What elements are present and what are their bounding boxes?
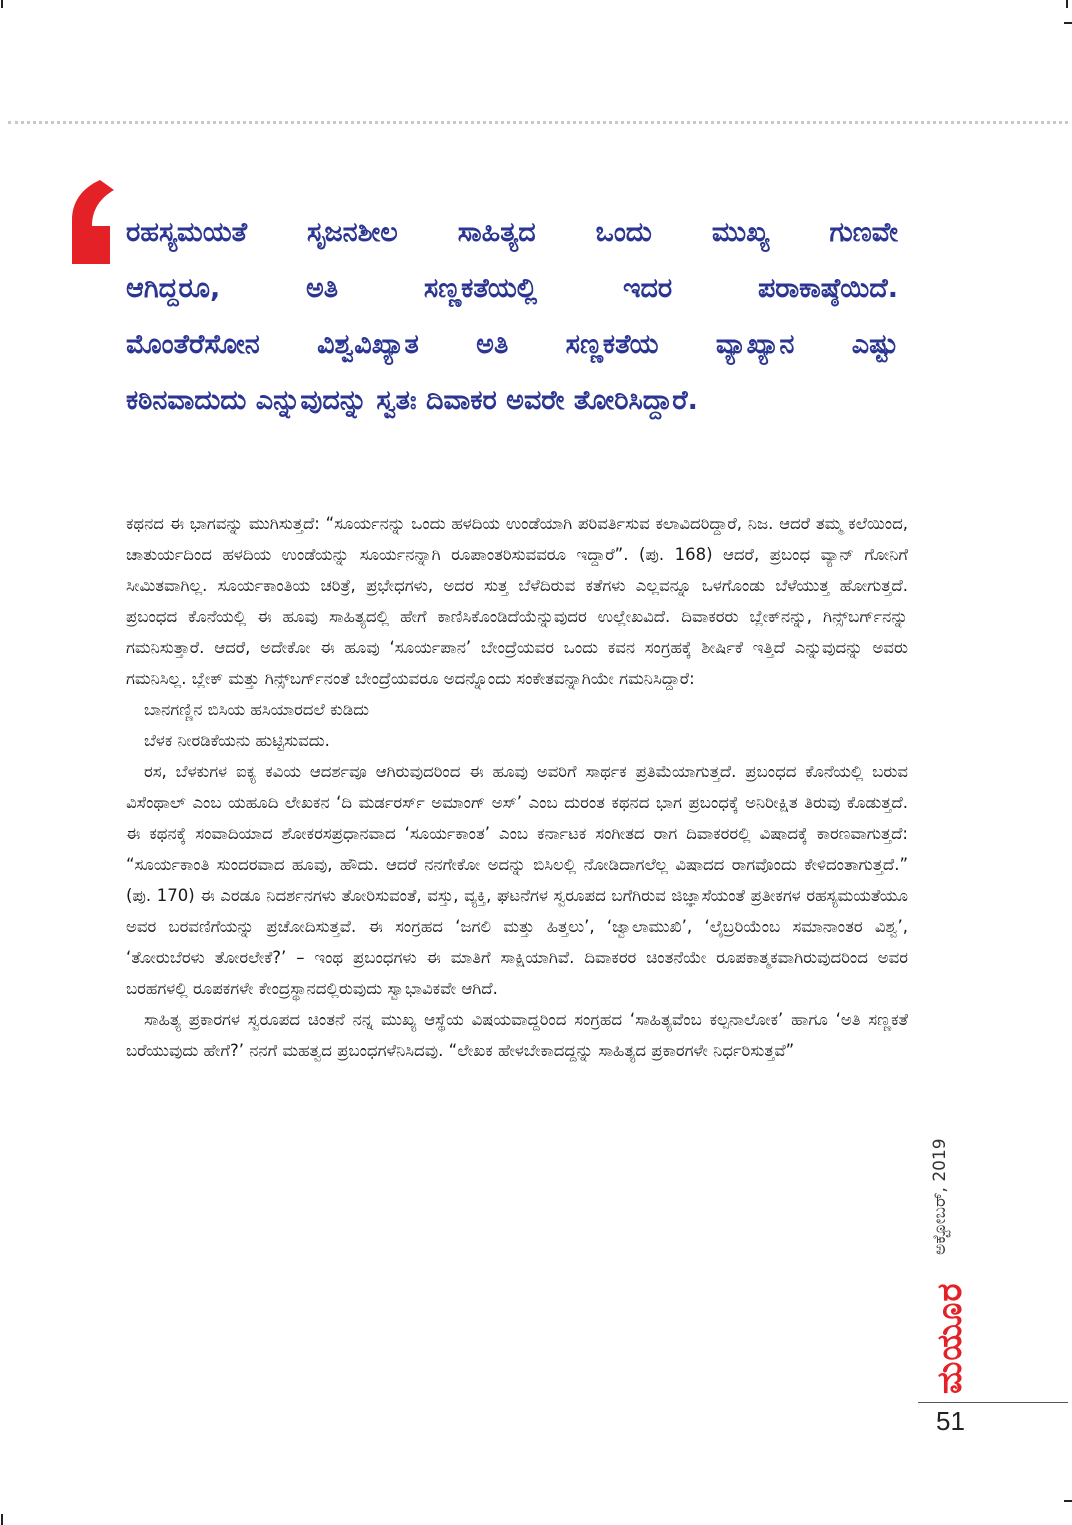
crop-mark-right-upper <box>1064 22 1072 24</box>
crop-mark-right-lower <box>1064 1500 1072 1502</box>
pull-quote-line: ಮೊಂತೆರೆಸೋನ ವಿಶ್ವವಿಖ್ಯಾತ ಅತಿ ಸಣ್ಣಕತೆಯ ವ್ಯಾಖ್ಯಾನ ಎಷ್ಟು <box>126 329 898 360</box>
pull-quote-line: ಆಗಿದ್ದರೂ, ಅತಿ ಸಣ್ಣಕತೆಯಲ್ಲಿ ಇದರ ಪರಾಕಾಷ್ಠೆಯಿದೆ. <box>126 273 898 304</box>
article-body <box>126 508 908 1066</box>
crop-mark-top-left <box>1 0 3 8</box>
verse-line: ಬೆಳಕ ನೀರಡಿಕೆಯನು ಹುಟ್ಟಿಸುವದು. <box>144 731 330 750</box>
pull-quote-line: ರಹಸ್ಯಮಯತೆ ಸೃಜನಶೀಲ ಸಾಹಿತ್ಯದ ಒಂದು ಮುಖ್ಯ ಗುಣವೇ <box>126 217 898 248</box>
page-number-rule <box>918 1402 1068 1403</box>
header-dotted-rule <box>8 121 1068 124</box>
page-number: 51 <box>936 1406 965 1436</box>
magazine-logo: ಮಯೂರ <box>930 1282 970 1394</box>
crop-mark-bottom-left <box>1 1514 3 1525</box>
quote-mark-icon <box>62 180 120 264</box>
paragraph: ಸಾಹಿತ್ಯ ಪ್ರಕಾರಗಳ ಸ್ವರೂಪದ ಚಿಂತನೆ ನನ್ನ ಮುಖ್ಯ ಆಸ್ಥೆಯ ವಿಷಯವಾದ್ದರಿಂದ ಸಂಗ್ರಹದ ‘ಸಾಹಿತ್ಯವೆಂಬ ಕಲ್ಪನಾಲೋಕ’ ಹಾಗೂ ‘ಅತಿ ಸಣ್ಣಕತೆ ಬರೆಯುವುದು ಹೇಗೆ?’ ನನಗೆ ಮಹತ್ವದ ಪ್ರಬಂಧಗಳೆನಿಸಿದವು. “ಲೇಖಕ ಹೇಳಬೇಕಾದದ್ದನ್ನು ಸಾಹಿತ್ಯದ ಪ್ರಕಾರಗಳೇ ನಿರ್ಧರಿಸುತ್ತವೆ” <box>126 1010 908 1060</box>
paragraph: ರಸ, ಬೆಳಕುಗಳ ಐಕ್ಯ ಕವಿಯ ಆದರ್ಶವೂ ಆಗಿರುವುದರಿಂದ ಈ ಹೂವು ಅವರಿಗೆ ಸಾರ್ಥಕ ಪ್ರತಿಮೆಯಾಗುತ್ತದೆ. ಪ್ರಬಂಧದ ಕೊನೆಯಲ್ಲಿ ಬರುವ ವಿಸೆಂಥಾಲ್ ಎಂಬ ಯಹೂದಿ ಲೇಖಕನ ‘ದಿ ಮರ್ಡರರ್ಸ್ ಅಮಾಂಗ್ ಅಸ್’ ಎಂಬ ದುರಂತ ಕಥನದ ಭಾಗ ಪ್ರಬಂಧಕ್ಕೆ ಅನಿರೀಕ್ಷಿತ ತಿರುವು ಕೊಡುತ್ತದೆ. ಈ ಕಥನಕ್ಕೆ ಸಂವಾದಿಯಾದ ಶೋಕರಸಪ್ರಧಾನವಾದ ‘ಸೂರ್ಯಕಾಂತ’ ಎಂಬ ಕರ್ನಾಟಕ ಸಂಗೀತದ ರಾಗ ದಿವಾಕರರಲ್ಲಿ ವಿಷಾದಕ್ಕೆ ಕಾರಣವಾಗುತ್ತದೆ: “ಸೂರ್ಯಕಾಂತಿ ಸುಂದರವಾದ ಹೂವು, ಹೌದು. ಆದರೆ ನನಗೇಕೋ ಅದನ್ನು ಬಿಸಿಲಲ್ಲಿ ನೋಡಿದಾಗಲೆಲ್ಲ ವಿಷಾದದ ರಾಗವೊಂದು ಕೇಳಿದಂತಾಗುತ್ತದೆ.” (ಪು. 170) ಈ ಎರಡೂ ನಿದರ್ಶನಗಳು ತೋರಿಸುವಂತೆ, ವಸ್ತು, ವ್ಯಕ್ತಿ, ಘಟನೆಗಳ ಸ್ವರೂಪದ ಬಗೆಗಿರುವ ಜಿಜ್ಞಾಸೆಯಂತೆ ಪ್ರತೀಕಗಳ ರಹಸ್ಯಮಯತೆಯೂ ಅವರ ಬರವಣಿಗೆಯನ್ನು ಪ್ರಚೋದಿಸುತ್ತವೆ. ಈ ಸಂಗ್ರಹದ ‘ಜಗಲಿ ಮತ್ತು ಹಿತ್ತಲು’, ‘ಜ್ವಾಲಾಮುಖಿ’, ‘ಲೈಬ್ರರಿಯೆಂಬ ಸಮಾನಾಂತರ ವಿಶ್ವ’, ‘ತೋರುಬೆರಳು ತೋರಲೇಕೆ?’ – ಇಂಥ ಪ್ರಬಂಧಗಳು ಈ ಮಾತಿಗೆ ಸಾಕ್ಷಿಯಾಗಿವೆ. ದಿವಾಕರರ ಚಿಂತನೆಯೇ ರೂಪಕಾತ್ಮಕವಾಗಿರುವುದರಿಂದ ಅವರ ಬರಹಗಳಲ್ಲಿ ರೂಪಕಗಳೇ ಕೇಂದ್ರಸ್ಥಾನದಲ್ಲಿರುವುದು ಸ್ವಾಭಾವಿಕವೇ ಆಗಿದೆ. <box>126 762 908 998</box>
pull-quote-line: ಕಠಿನವಾದುದು ಎನ್ನುವುದನ್ನು ಸ್ವತಃ ದಿವಾಕರ ಅವರೇ ತೋರಿಸಿದ್ದಾರೆ. <box>126 385 698 416</box>
crop-mark-top-right <box>1066 0 1068 8</box>
issue-date: ಅಕ್ಟೋಬರ್, 2019 <box>930 1138 950 1255</box>
pull-quote <box>126 205 898 429</box>
paragraph: ಕಥನದ ಈ ಭಾಗವನ್ನು ಮುಗಿಸುತ್ತದೆ: “ಸೂರ್ಯನನ್ನು ಒಂದು ಹಳದಿಯ ಉಂಡೆಯಾಗಿ ಪರಿವರ್ತಿಸುವ ಕಲಾವಿದರಿದ್ದಾರೆ, ನಿಜ. ಆದರೆ ತಮ್ಮ ಕಲೆಯಿಂದ, ಚಾತುರ್ಯದಿಂದ ಹಳದಿಯ ಉಂಡೆಯನ್ನು ಸೂರ್ಯನನ್ನಾಗಿ ರೂಪಾಂತರಿಸುವವರೂ ಇದ್ದಾರೆ”. (ಪು. 168) ಆದರೆ, ಪ್ರಬಂಧ ವ್ಯಾನ್ ಗೋನಿಗೆ ಸೀಮಿತವಾಗಿಲ್ಲ. ಸೂರ್ಯಕಾಂತಿಯ ಚರಿತ್ರೆ, ಪ್ರಭೇಧಗಳು, ಅದರ ಸುತ್ತ ಬೆಳೆದಿರುವ ಕತೆಗಳು ಎಲ್ಲವನ್ನೂ ಒಳಗೊಂಡು ಬೆಳೆಯುತ್ತ ಹೋಗುತ್ತದೆ. ಪ್ರಬಂಧದ ಕೊನೆಯಲ್ಲಿ ಈ ಹೂವು ಸಾಹಿತ್ಯದಲ್ಲಿ ಹೇಗೆ ಕಾಣಿಸಿಕೊಂಡಿದೆಯೆನ್ನುವುದರ ಉಲ್ಲೇಖವಿದೆ. ದಿವಾಕರರು ಬ್ಲೇಕ್‌ನನ್ನು, ಗಿನ್ಸ್‌ಬರ್ಗ್‌ನನ್ನು ಗಮನಿಸುತ್ತಾರೆ. ಆದರೆ, ಅದೇಕೋ ಈ ಹೂವು ‘ಸೂರ್ಯಪಾನ’ ಬೇಂದ್ರೆಯವರ ಒಂದು ಕವನ ಸಂಗ್ರಹಕ್ಕೆ ಶೀರ್ಷಿಕೆ ಇತ್ತಿದೆ ಎನ್ನುವುದನ್ನು ಅವರು ಗಮನಿಸಿಲ್ಲ. ಬ್ಲೇಕ್ ಮತ್ತು ಗಿನ್ಸ್‌ಬರ್ಗ್‌ನಂತೆ ಬೇಂದ್ರೆಯವರೂ ಅದನ್ನೊಂದು ಸಂಕೇತವನ್ನಾಗಿಯೇ ಗಮನಿಸಿದ್ದಾರೆ: <box>126 514 908 688</box>
verse-line: ಬಾನಗಣ್ಣಿನ ಬಿಸಿಯ ಹಸಿಯಾರದಲೆ ಕುಡಿದು <box>144 700 370 719</box>
